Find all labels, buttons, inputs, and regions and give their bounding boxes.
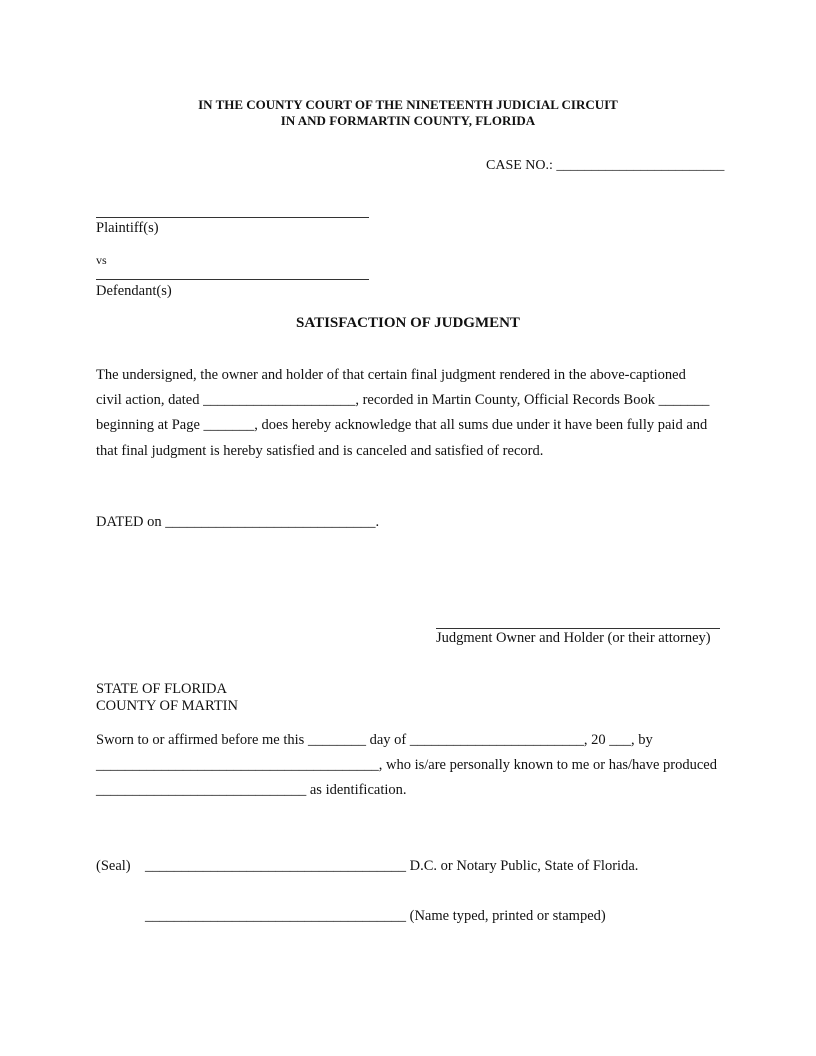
notary-name-line: ____________________________________ (Name typed, printed or stamped) (145, 908, 606, 924)
body-line: civil action, dated _____________________, recorded in Martin County, Official Records Book _______ (96, 392, 710, 408)
signature-line (436, 628, 720, 629)
case-number-field: CASE NO.: ________________________ (486, 158, 725, 173)
plaintiff-line (96, 217, 369, 218)
seal-label: (Seal) (96, 858, 131, 874)
plaintiff-label: Plaintiff(s) (96, 220, 159, 236)
notary-county: COUNTY OF MARTIN (96, 698, 238, 714)
notary-signature-line: ____________________________________ D.C. or Notary Public, State of Florida. (145, 858, 639, 874)
defendant-line (96, 279, 369, 280)
body-line: The undersigned, the owner and holder of that certain final judgment rendered in the above-captioned (96, 367, 686, 383)
defendant-label: Defendant(s) (96, 283, 172, 299)
notary-state: STATE OF FLORIDA (96, 681, 227, 697)
body-line: that final judgment is hereby satisfied and is canceled and satisfied of record. (96, 443, 544, 459)
notary-line: _____________________________ as identification. (96, 782, 407, 798)
court-header-line1: IN THE COUNTY COURT OF THE NINETEENTH JUDICIAL CIRCUIT (198, 97, 618, 112)
document-title: SATISFACTION OF JUDGMENT (296, 315, 520, 331)
body-line: beginning at Page _______, does hereby acknowledge that all sums due under it have been fully paid and (96, 417, 708, 433)
notary-line: Sworn to or affirmed before me this ________ day of ________________________, 20 ___, by (96, 732, 653, 748)
dated-line: DATED on _____________________________. (96, 514, 380, 530)
court-header-line2: IN AND FORMARTIN COUNTY, FLORIDA (280, 113, 536, 128)
signature-label: Judgment Owner and Holder (or their attorney) (436, 630, 711, 646)
notary-line: _______________________________________, who is/are personally known to me or has/have produced (96, 757, 717, 773)
vs-label: vs (96, 253, 107, 267)
